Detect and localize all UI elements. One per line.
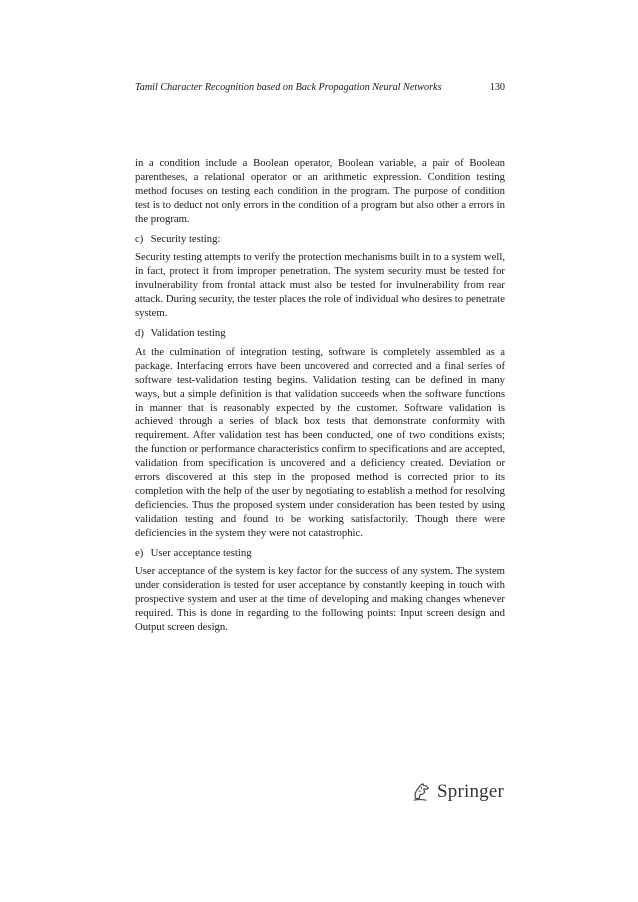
section-title: Security testing: <box>150 232 221 245</box>
body-content <box>135 157 505 635</box>
running-header <box>135 81 505 95</box>
section-letter: c) <box>135 232 144 245</box>
springer-wordmark: Springer <box>437 781 505 802</box>
section-paragraph-security: Security testing attempts to verify the protection mechanisms built in to a system well, in fact, protect it from improper penetration. The system security must be tested for invulnerability from frontal attack must also be tested for invulnerability from rear attack. During security, the tester places the role of individual who desires to penetrate system. <box>135 251 505 320</box>
springer-horse-icon <box>410 781 432 803</box>
section-heading-security <box>135 233 505 247</box>
intro-paragraph: in a condition include a Boolean operator, Boolean variable, a pair of Boolean parentheses, a relational operator or an arithmetic expression. Condition testing method focuses on testing each condition in the program. The purpose of condition test is to deduct not only errors in the condition of a program but also other a errors in the program. <box>135 157 505 225</box>
section-heading-validation <box>135 327 505 341</box>
page-number: 130 <box>489 82 505 93</box>
section-title: User acceptance testing <box>150 546 252 559</box>
section-letter: e) <box>135 546 144 559</box>
springer-logo <box>410 781 504 803</box>
section-paragraph-user-acceptance: User acceptance of the system is key factor for the success of any system. The system under consideration is tested for user acceptance by constantly keeping in touch with prospective system and user at the time of developing and making changes whenever required. This is done in regarding to the following points: Input screen design and Output screen design. <box>135 565 505 634</box>
section-title: Validation testing <box>150 326 226 339</box>
section-letter: d) <box>135 326 144 339</box>
section-paragraph-validation: At the culmination of integration testing, software is completely assembled as a package. Interfacing errors have been uncovered and corrected and a final series of software test-validation testing begins. Validation testing can be defined in many ways, but a simple definition is that validation succeeds when the software functions in manner that is reasonably expected by the customer. Software validation is achieved through a series of black box tests that demonstrate conformity with requirement. After validation test has been conducted, one of two conditions exists; the function or performance characteristics confirm to specifications and are accepted, validation from specification is uncovered and a deficiency created. Deviation or errors discovered at this step in the proposed method is corrected prior to its completion with the help of the user by negotiating to establish a method for resolving deficiencies. Thus the proposed system under consideration has been tested by using validation testing and found to be working satisfactorily. Though there were deficiencies in the system they were not catastrophic. <box>135 345 505 539</box>
section-heading-user-acceptance <box>135 547 505 561</box>
running-title: Tamil Character Recognition based on Back Propagation Neural Networks <box>135 82 442 93</box>
